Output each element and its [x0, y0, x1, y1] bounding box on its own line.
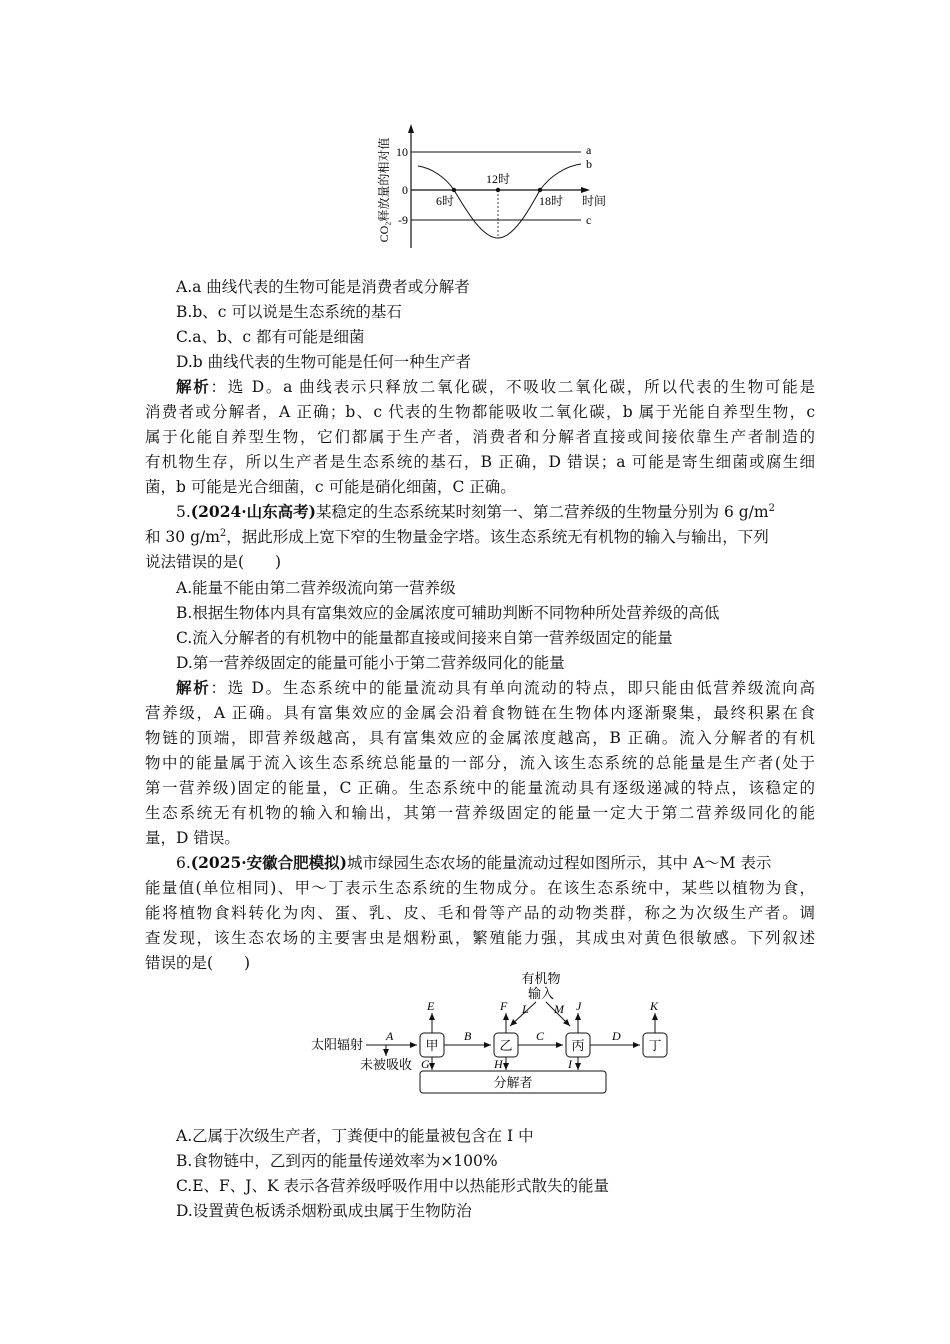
q5-option-b: B.根据生物体内具有富集效应的金属浓度可辅助判断不同物种所处营养级的高低 [176, 604, 720, 622]
label-J: J [576, 999, 582, 1013]
q6-number: 6. [176, 854, 191, 872]
q6-stem-line-2: 能量值(单位相同)、甲～丁表示生态系统的生物成分。在该生态系统中，某些以植物为食， [145, 879, 815, 897]
q5-analysis-line-3: 物链的顶端，即营养级越高，具有富集效应的金属浓度越高，B 正确。流入分解者的有机 [145, 729, 815, 747]
ytick-neg9: -9 [398, 213, 408, 227]
q6-option-c: C.E、F、J、K 表示各营养级呼吸作用中以热能形式散失的能量 [176, 1177, 610, 1195]
q5-analysis-line-4: 物中的能量属于流入该生态系统总能量的一部分，流入该生态系统的总能量是生产者(处于 [145, 754, 815, 772]
ytick-10: 10 [396, 145, 408, 159]
q4-option-d: D.b 曲线代表的生物可能是任何一种生产者 [176, 353, 472, 371]
xlabel: 时间 [581, 194, 607, 208]
label-A: A [386, 1029, 394, 1043]
q6-option-b: B.食物链中，乙到丙的能量传递效率为×100% [176, 1152, 498, 1170]
node-ding-label: 丁 [648, 1038, 662, 1053]
co2-graph [370, 120, 620, 260]
point-6h [452, 188, 456, 192]
point-18h [538, 188, 542, 192]
q4-option-a: A.a 曲线代表的生物可能是消费者或分解者 [176, 278, 470, 296]
q6-stem-line-4: 查发现，该生态农场的主要害虫是烟粉虱，繁殖能力强，其成虫对黄色很敏感。下列叙述 [145, 929, 815, 947]
label-I: I [568, 1057, 572, 1071]
label-E: E [427, 999, 435, 1013]
q4-option-c: C.a、b、c 都有可能是细菌 [176, 328, 365, 346]
label-B: B [464, 1029, 472, 1043]
q5-option-a: A.能量不能由第二营养级流向第一营养级 [176, 579, 456, 597]
organic-input-label: 有机物 [521, 971, 561, 986]
q5-analysis-line-1: 解析：选 D。生态系统中的能量流动具有单向流动的特点，即只能由低营养级流向高 [176, 678, 815, 697]
q5-stem-line-2: 和 30 $g/m^2$，据此形成上宽下窄的生物量金字塔。该生态系统无有机物的输入与输出，下列 [145, 527, 769, 546]
node-jia-label: 甲 [425, 1038, 439, 1053]
q5-source: (2024·山东高考) [190, 502, 317, 521]
label-F: F [500, 999, 508, 1013]
sun-label: 太阳辐射 [311, 1037, 364, 1052]
q5-number: 5. [176, 503, 191, 521]
node-bing-label: 丙 [571, 1038, 585, 1053]
ytick-0: 0 [402, 183, 408, 197]
q4-analysis-line-5: 菌，b 可能是光合细菌，c 可能是硝化细菌，C 正确。 [145, 478, 516, 496]
decomposer-label: 分解者 [493, 1075, 533, 1090]
q5-analysis-line-7: 量，D 错误。 [145, 829, 240, 847]
graph-ylabel: CO₂释放量的相对值 [377, 137, 391, 243]
q4-analysis-line-1: 解析：选 D。a 曲线表示只释放二氧化碳，不吸收二氧化碳，所以代表的生物可能是 [176, 377, 815, 396]
time-6h: 6时 [435, 194, 455, 208]
label-G: G [421, 1057, 430, 1071]
label-M: M [554, 1002, 564, 1016]
q4-analysis-line-2: 消费者或分解者，A 正确；b、c 代表的生物都能吸收二氧化碳，b 属于光能自养型生物，c [145, 403, 815, 421]
q5-analysis-line-6: 生态系统无有机物的输入和输出，其第一营养级固定的能量一定大于第二营养级同化的能 [145, 804, 815, 822]
q4-analysis-line-3: 属于化能自养型生物，它们都属于生产者，消费者和分解者直接或间接依靠生产者制造的 [145, 428, 815, 446]
q5-option-d: D.第一营养级固定的能量可能小于第二营养级同化的能量 [176, 654, 565, 672]
q4-analysis-line-4: 有机物生存，所以生产者是生态系统的基石，B 正确，D 错误；a 可能是寄生细菌或腐生细 [145, 453, 815, 471]
label-b: b [586, 157, 592, 171]
label-K: K [650, 999, 659, 1013]
label-a: a [586, 143, 592, 157]
q5-stem-line-3: 说法错误的是( ) [145, 553, 282, 571]
label-c: c [586, 213, 592, 227]
q6-stem-line-1: 6.(2025·安徽合肥模拟)城市绿园生态农场的能量流动过程如图所示，其中 A～M 表示 [176, 853, 772, 872]
q4-option-b: B.b、c 可以说是生态系统的基石 [176, 303, 402, 321]
unabsorbed-label: 未被吸收 [360, 1057, 413, 1072]
organic-input-label-2: 输入 [527, 986, 555, 1001]
label-D: D [612, 1029, 621, 1043]
time-18h: 18时 [538, 194, 564, 208]
label-L: L [522, 1002, 529, 1016]
energy-flow-diagram [300, 968, 680, 1100]
q6-stem-line-5: 错误的是( ) [145, 954, 251, 972]
label-C: C [536, 1029, 545, 1043]
q5-analysis-label: 解析 [176, 678, 211, 697]
q5-analysis-line-2: 营养级，A 正确。具有富集效应的金属会沿着食物链在生物体内逐渐聚集，最终积累在食 [145, 704, 815, 722]
q5-stem-line-1: 5.(2024·山东高考)某稳定的生态系统某时刻第一、第二营养级的生物量分别为 6 $g/m^2$ [176, 502, 775, 521]
q4-analysis-label: 解析 [176, 377, 211, 396]
q6-option-a: A.乙属于次级生产者，丁粪便中的能量被包含在 I 中 [176, 1127, 534, 1145]
q6-source: (2025·安徽合肥模拟) [190, 853, 348, 872]
q5-analysis-line-5: 第一营养级)固定的能量，C 正确。生态系统中的能量流动具有逐级递减的特点，该稳定的 [145, 779, 815, 797]
label-H: H [494, 1057, 503, 1071]
y-axis-arrow [408, 124, 414, 133]
q6-stem-line-3: 能将植物食料转化为肉、蛋、乳、皮、毛和骨等产品的动物类群，称之为次级生产者。调 [145, 904, 815, 922]
q6-option-d: D.设置黄色板诱杀烟粉虱成虫属于生物防治 [176, 1202, 472, 1220]
x-axis-arrow [581, 187, 590, 193]
time-12h: 12时 [485, 172, 511, 186]
node-yi-label: 乙 [499, 1038, 513, 1053]
q5-option-c: C.流入分解者的有机物中的能量都直接或间接来自第一营养级固定的能量 [176, 629, 673, 647]
